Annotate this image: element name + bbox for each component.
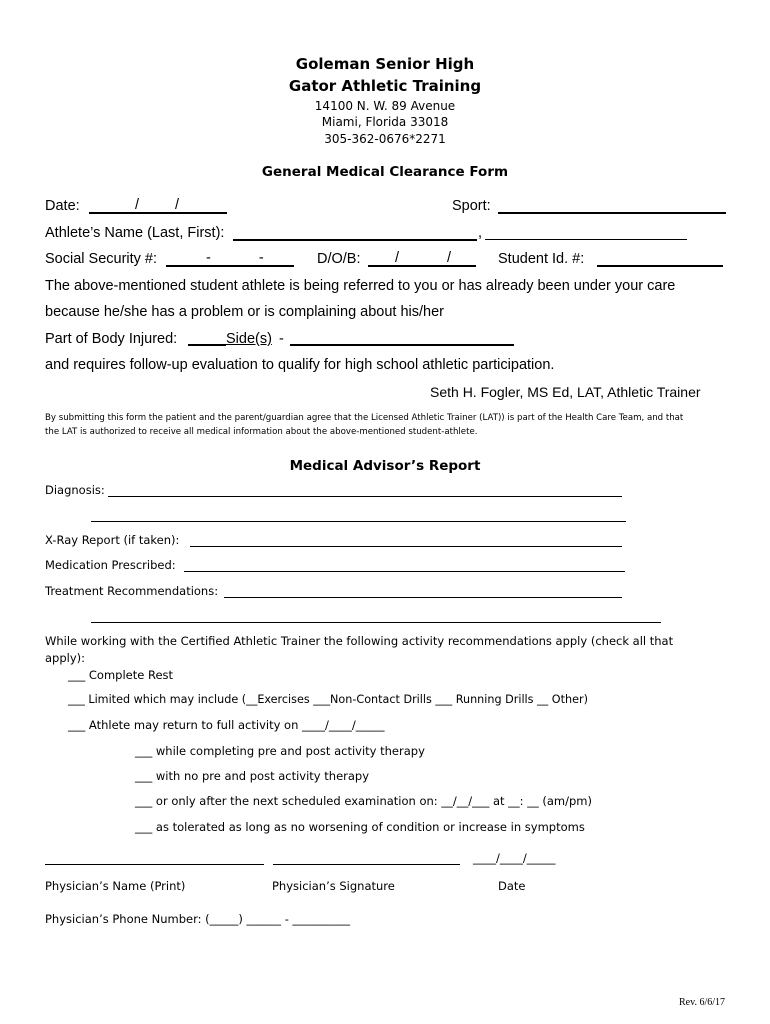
treatment-line-1[interactable]	[224, 597, 622, 598]
medication-input-line[interactable]	[184, 571, 625, 572]
program-name: Gator Athletic Training	[288, 77, 482, 95]
athlete-last-name-line[interactable]	[233, 239, 477, 241]
physician-name-line[interactable]	[45, 864, 264, 865]
referral-line-1: The above-mentioned student athlete is being referred to you or has already been under your care	[45, 278, 676, 294]
therapy-option[interactable]: ___ while completing pre and post activity therapy	[135, 744, 425, 758]
physician-signature-line[interactable]	[273, 864, 460, 865]
student-id-input-line[interactable]	[597, 265, 723, 267]
complete-rest-option[interactable]: ___ Complete Rest	[68, 668, 174, 682]
sport-input-line[interactable]	[498, 212, 726, 214]
phone-number: 305-362-0676*2271	[324, 132, 446, 146]
physician-name-label: Physician’s Name (Print)	[45, 879, 186, 893]
body-part-input-line[interactable]	[188, 344, 226, 346]
xray-input-line[interactable]	[190, 546, 622, 547]
sides-label-text: Side(s)	[226, 331, 272, 347]
student-id-label: Student Id. #:	[498, 251, 585, 267]
return-activity-option[interactable]: ___ Athlete may return to full activity on ____/____/_____	[68, 718, 385, 732]
consent-line-1: By submitting this form the patient and the parent/guardian agree that the Licensed Athletic Trainer (LAT)) is part of the Health Care Team, and that	[45, 413, 684, 423]
school-name: Goleman Senior High	[295, 55, 475, 73]
date-slashes: / /	[135, 197, 196, 213]
activity-intro-line-2: apply):	[45, 651, 86, 665]
form-title: General Medical Clearance Form	[261, 164, 509, 180]
diagnosis-line-2[interactable]	[91, 521, 626, 522]
activity-intro-line-1: While working with the Certified Athletic Trainer the following activity recommendations apply (check all that	[45, 634, 674, 648]
sport-label: Sport:	[452, 198, 491, 214]
referral-line-4: and requires follow-up evaluation to qualify for high school athletic participation.	[45, 357, 555, 373]
xray-label: X-Ray Report (if taken):	[45, 533, 180, 547]
limited-option[interactable]: ___ Limited which may include (__Exercises ___Non-Contact Drills ___ Running Drills __ Other)	[68, 693, 588, 706]
sides-input-line[interactable]	[290, 344, 514, 346]
ssn-label: Social Security #:	[45, 251, 158, 267]
referral-line-2: because he/she has a problem or is complaining about his/her	[45, 304, 444, 320]
city-address: Miami, Florida 33018	[321, 115, 449, 129]
signature-date-slots[interactable]: ____/____/_____	[473, 851, 556, 865]
diagnosis-line-1[interactable]	[108, 496, 622, 497]
body-part-label: Part of Body Injured:	[45, 331, 178, 347]
treatment-line-2[interactable]	[91, 622, 661, 623]
sides-label	[226, 331, 272, 347]
treatment-label: Treatment Recommendations:	[45, 584, 219, 598]
medication-label: Medication Prescribed:	[45, 558, 176, 572]
sides-dash: -	[279, 331, 284, 347]
physician-phone-field[interactable]: Physician’s Phone Number: (_____) ______ - __________	[45, 912, 351, 926]
street-address: 14100 N. W. 89 Avenue	[314, 99, 456, 113]
physician-signature-label: Physician’s Signature	[272, 879, 395, 893]
as-tolerated-option[interactable]: ___ as tolerated as long as no worsening of condition or increase in symptoms	[135, 820, 585, 834]
dob-slashes: / /	[395, 250, 474, 266]
date-label: Date:	[45, 198, 80, 214]
report-title: Medical Advisor’s Report	[289, 458, 481, 474]
ssn-dashes: - -	[206, 250, 286, 266]
athlete-name-label: Athlete’s Name (Last, First):	[45, 225, 225, 241]
name-comma: ,	[478, 225, 483, 241]
revision-date: Rev. 6/6/17	[679, 997, 726, 1008]
dob-label: D/O/B:	[317, 251, 361, 267]
diagnosis-label: Diagnosis:	[45, 483, 105, 497]
examination-option[interactable]: ___ or only after the next scheduled examination on: __/__/___ at __: __ (am/pm)	[135, 794, 592, 808]
trainer-name: Seth H. Fogler, MS Ed, LAT, Athletic Trainer	[430, 384, 701, 400]
consent-line-2: the LAT is authorized to receive all medical information about the above-mentioned student-athlete.	[45, 427, 478, 437]
athlete-first-name-line[interactable]	[485, 239, 687, 240]
signature-date-label: Date	[498, 879, 526, 893]
no-therapy-option[interactable]: ___ with no pre and post activity therapy	[135, 769, 370, 783]
